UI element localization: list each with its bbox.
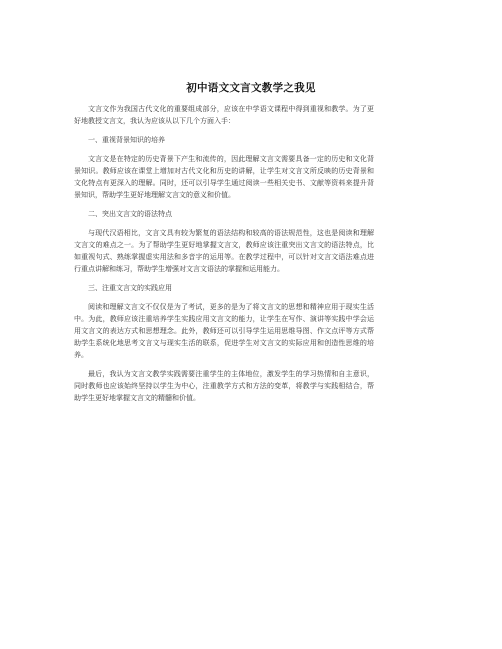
section-heading-1: 一、重视背景知识的培养 xyxy=(88,136,165,144)
section-body-2: 与现代汉语相比，文言文具有较为繁复的语法结构和较高的语法规范性，这也是阅读和理解文言文的难点之一。为了帮助学生更好地掌握文言文，教师应该注重突出文言文的语法特点，比如重视句式、熟练掌握虚实用法和多音字的运用等。在教学过程中，可以针对文言文语法难点进行重点讲解和练习，帮助学生增强对文言文语法的掌握和运用能力。 xyxy=(74,229,374,273)
intro-paragraph: 文言文作为我国古代文化的重要组成部分，应该在中学语文课程中得到重视和教学。为了更好地教授文言文，我认为应该从以下几个方面入手： xyxy=(74,105,374,125)
section-body-3: 阅读和理解文言文不仅仅是为了考试，更多的是为了将文言文的思想和精神应用于现实生活中。为此，教师应该注重培养学生实践应用文言文的能力，让学生在写作、演讲等实践中学会运用文言文的表达方式和思想理念。此外，教师还可以引导学生运用思维导图、作文点评等方式帮助学生系统化地思考文言文与现实生活的联系，促进学生对文言文的实际应用和创造性思维的培养。 xyxy=(74,303,374,359)
section-body-1: 文言文是在特定的历史背景下产生和流传的，因此理解文言文需要具备一定的历史和文化背景知识。教师应该在课堂上增加对古代文化和历史的讲解，让学生对文言文所反映的历史背景和文化特点有更深入的理解。同时，还可以引导学生通过阅读一些相关史书、文献等资料来提升背景知识，帮助学生更好地理解文言文的意义和价值。 xyxy=(74,155,374,199)
section-heading-3: 三、注重文言文的实践应用 xyxy=(88,284,172,292)
section-heading-2: 二、突出文言文的语法特点 xyxy=(88,210,172,218)
document-title: 初中语文文言文教学之我见 xyxy=(186,82,316,94)
document-body xyxy=(74,103,374,411)
conclusion-paragraph: 最后，我认为文言文教学实践需要注重学生的主体地位，激发学生的学习热情和自主意识，同时教师也应该始终坚持以学生为中心，注重教学方式和方法的变革，将教学与实践相结合，帮助学生更好地掌握文言文的精髓和价值。 xyxy=(74,370,374,402)
